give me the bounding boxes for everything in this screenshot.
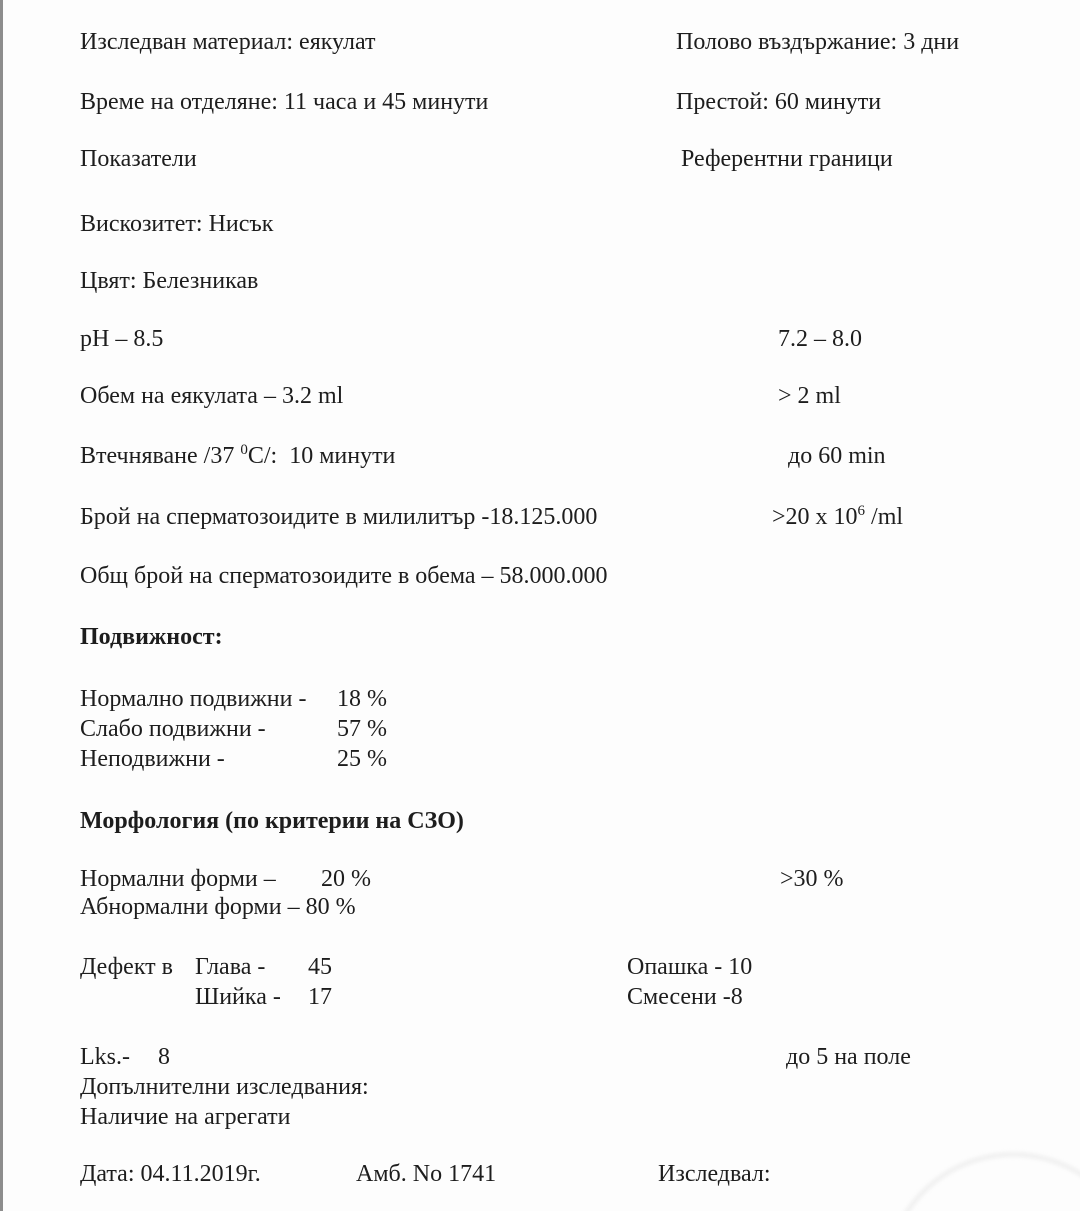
- exponent-superscript: 6: [857, 503, 866, 519]
- row-motility-immotile: [0, 745, 1080, 773]
- row-normal-forms: [0, 865, 1080, 893]
- row-liquefaction: [0, 442, 1080, 470]
- aggregates-value: Наличие на агрегати: [80, 1104, 291, 1130]
- date-value: Дата: 04.11.2019г.: [80, 1161, 261, 1187]
- row-additional-tests: [0, 1073, 1080, 1101]
- additional-tests-label: Допълнителни изследвания:: [80, 1074, 369, 1100]
- row-color: [0, 267, 1080, 295]
- row-defect-neck: [0, 983, 1080, 1011]
- row-viscosity: [0, 210, 1080, 238]
- liquefaction-reference: до 60 min: [788, 443, 886, 469]
- defect-mixed-value: Смесени -8: [627, 984, 743, 1010]
- separation-time-label: Време на отделяне: 11 часа и 45 минути: [80, 89, 489, 115]
- ph-reference: 7.2 – 8.0: [778, 326, 862, 352]
- abstinence-label: Полово въздържание: 3 дни: [676, 29, 960, 55]
- volume-value: Обем на еякулата – 3.2 ml: [80, 383, 344, 409]
- defect-tail-value: Опашка - 10: [627, 954, 753, 980]
- row-motility-title: [0, 623, 1080, 651]
- defect-head-value: 45: [308, 954, 332, 980]
- total-count-value: Общ брой на сперматозоидите в обема – 58.000.000: [80, 563, 608, 589]
- row-total-count: [0, 562, 1080, 590]
- concentration-value: Брой на сперматозоидите в милилитър -18.125.000: [80, 504, 598, 530]
- row-morphology-title: [0, 807, 1080, 835]
- leukocytes-label: Lks.-: [80, 1044, 130, 1070]
- reference-column-header: Референтни граници: [681, 146, 893, 172]
- concentration-reference: >20 x $10^6$ /ml: [772, 503, 904, 530]
- viscosity-value: Вискозитет: Нисък: [80, 211, 274, 237]
- degree-superscript: 0: [240, 442, 248, 458]
- motility-normal-label: Нормално подвижни -: [80, 686, 307, 712]
- liquefaction-value: Втечняване /37 $^0$С/: 10 минути: [80, 442, 396, 469]
- row-defect-head: [0, 953, 1080, 981]
- row-column-headers: [0, 145, 1080, 173]
- leukocytes-value: 8: [158, 1044, 170, 1070]
- normal-forms-label: Нормални форми –: [80, 866, 276, 892]
- motility-weak-label: Слабо подвижни -: [80, 716, 266, 742]
- indicators-column-header: Показатели: [80, 146, 197, 172]
- row-motility-normal: [0, 685, 1080, 713]
- row-ph: [0, 325, 1080, 353]
- motility-immotile-value: 25 %: [337, 746, 387, 772]
- row-motility-weak: [0, 715, 1080, 743]
- motility-weak-value: 57 %: [337, 716, 387, 742]
- row-concentration: [0, 503, 1080, 531]
- row-separation-time: [0, 88, 1080, 116]
- row-signature: [0, 1160, 1080, 1188]
- motility-normal-value: 18 %: [337, 686, 387, 712]
- row-aggregates: [0, 1103, 1080, 1131]
- defect-head-label: Глава -: [195, 954, 266, 980]
- defect-prefix-label: Дефект в: [80, 954, 173, 980]
- ph-value: pH – 8.5: [80, 326, 164, 352]
- normal-forms-value: 20 %: [321, 866, 371, 892]
- motility-section-title: Подвижност:: [80, 624, 223, 650]
- normal-forms-reference: >30 %: [780, 866, 844, 892]
- volume-reference: > 2 ml: [778, 383, 841, 409]
- defect-neck-label: Шийка -: [195, 984, 281, 1010]
- morphology-section-title: Морфология (по критерии на СЗО): [80, 808, 464, 834]
- row-volume: [0, 382, 1080, 410]
- material-label: Изследван материал: еякулат: [80, 29, 376, 55]
- row-leukocytes: [0, 1043, 1080, 1071]
- color-value: Цвят: Белезникав: [80, 268, 259, 294]
- row-abnormal-forms: [0, 893, 1080, 921]
- examiner-label: Изследвал:: [658, 1161, 771, 1187]
- leukocytes-reference: до 5 на поле: [786, 1044, 911, 1070]
- motility-immotile-label: Неподвижни -: [80, 746, 225, 772]
- abnormal-forms-value: Абнормални форми – 80 %: [80, 894, 356, 920]
- standing-label: Престой: 60 минути: [676, 89, 882, 115]
- row-material: [0, 28, 1080, 56]
- defect-neck-value: 17: [308, 984, 332, 1010]
- ambulatory-number: Амб. No 1741: [356, 1161, 497, 1187]
